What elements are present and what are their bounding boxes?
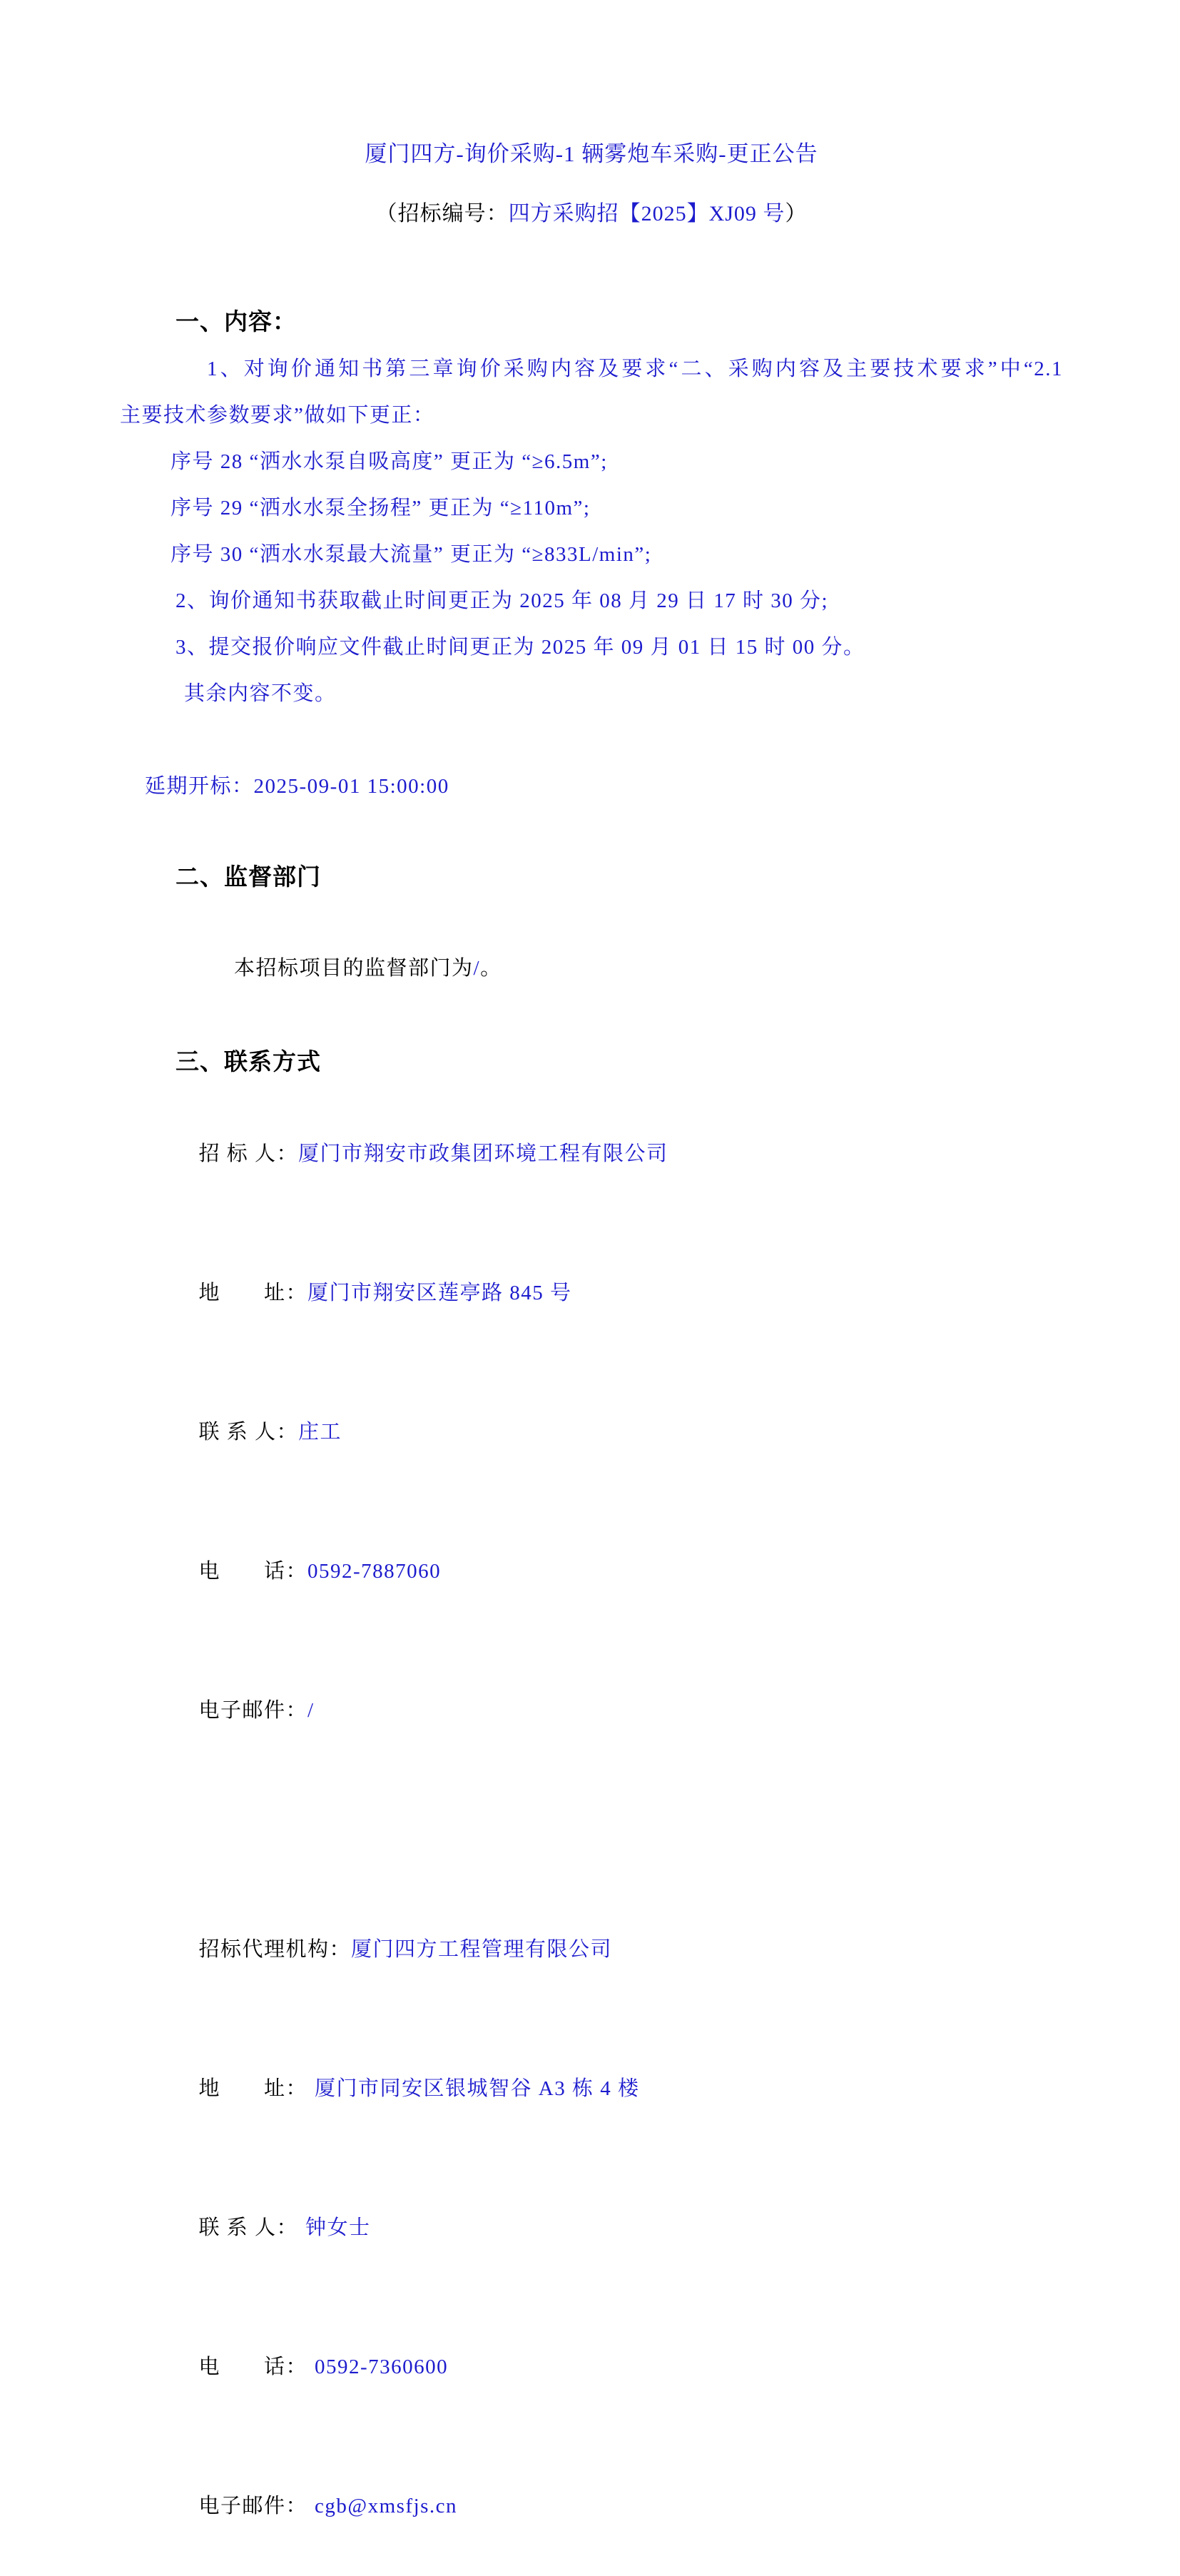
postponed-opening-line	[120, 717, 1063, 856]
section-heading-content: 一、内容：	[176, 308, 297, 335]
correction-item-30: 序号 30 “洒水水泵最大流量” 更正为 “≥833L/min”;	[171, 543, 652, 566]
bidder-contact-person-value: 庄工	[298, 1421, 342, 1444]
agency-email-value: cgb@xmsfjs.cn	[315, 2495, 458, 2517]
agency-phone-value: 0592-7360600	[315, 2356, 449, 2378]
tender-number: 四方采购招【2025】XJ09 号	[508, 202, 785, 225]
bidder-name-label: 招 标 人：	[198, 1142, 299, 1165]
agency-address-value: 厦门市同安区银城智谷 A3 栋 4 楼	[315, 2077, 640, 2100]
bidder-email-row	[120, 1641, 1063, 1780]
bidder-contact-person-row	[120, 1363, 1063, 1502]
supervision-department-value: /	[473, 957, 481, 980]
agency-address-row	[120, 2019, 1063, 2159]
agency-name-row	[120, 1880, 1063, 2019]
bidder-phone-label: 电 话：	[198, 1560, 308, 1583]
document-subtitle	[120, 200, 1063, 228]
agency-phone-row	[120, 2298, 1063, 2437]
bidder-address-label: 地 址：	[198, 1282, 308, 1304]
bidder-address-value: 厦门市翔安区莲亭路 845 号	[307, 1282, 572, 1304]
document-title: 厦门四方-询价采购-1 辆雾炮车采购-更正公告	[365, 141, 818, 166]
bidder-email-value: /	[307, 1699, 315, 1722]
bidder-email-label: 电子邮件：	[198, 1699, 308, 1722]
agency-phone-label: 电 话：	[198, 2356, 308, 2378]
supervision-text-suffix: 。	[480, 957, 502, 980]
bidder-name-row	[120, 1085, 1063, 1224]
correction-item-28: 序号 28 “洒水水泵自吸高度” 更正为 “≥6.5m”;	[171, 450, 608, 473]
bidder-contact-block	[120, 1085, 1063, 1780]
postponed-opening-label: 延期开标：	[145, 775, 254, 798]
bidder-address-row	[120, 1224, 1063, 1363]
subtitle-suffix: ）	[785, 202, 808, 225]
correction-intro-line1: 1、对询价通知书第三章询价采购内容及要求“二、采购内容及主要技术要求”中“2.1	[207, 358, 1063, 380]
supervision-body	[120, 899, 1063, 1038]
agency-contact-person-value: 钟女士	[305, 2216, 371, 2239]
postponed-opening-datetime: 2025-09-01 15:00:00	[253, 775, 449, 798]
bidder-name-value: 厦门市翔安市政集团环境工程有限公司	[298, 1142, 668, 1165]
agency-email-row	[120, 2437, 1063, 2576]
supervision-text: 本招标项目的监督部门为	[234, 957, 474, 980]
agency-contact-person-label: 联 系 人：	[198, 2216, 299, 2239]
section-heading-contact: 三、联系方式	[176, 1048, 321, 1075]
agency-contact-person-row	[120, 2159, 1063, 2298]
agency-email-label: 电子邮件：	[198, 2495, 308, 2517]
bidder-contact-person-label: 联 系 人：	[198, 1421, 299, 1444]
agency-name-value: 厦门四方工程管理有限公司	[351, 1938, 613, 1961]
subtitle-prefix: （招标编号：	[375, 202, 509, 225]
deadline-change-notice: 2、询价通知书获取截止时间更正为 2025 年 08 月 29 日 17 时 30 分;	[176, 589, 829, 612]
unchanged-note: 其余内容不变。	[184, 682, 337, 705]
agency-name-label: 招标代理机构：	[198, 1938, 352, 1961]
section-heading-supervision: 二、监督部门	[176, 863, 321, 890]
correction-item-29: 序号 29 “洒水水泵全扬程” 更正为 “≥110m”;	[171, 497, 591, 519]
correction-intro-line2: 主要技术参数要求”做如下更正：	[120, 404, 435, 427]
bidder-phone-value: 0592-7887060	[307, 1560, 442, 1583]
agency-address-label: 地 址：	[198, 2077, 308, 2100]
submission-change-notice: 3、提交报价响应文件截止时间更正为 2025 年 09 月 01 日 15 时 00 分。	[176, 636, 865, 659]
bidder-phone-row	[120, 1502, 1063, 1641]
agency-contact-block	[120, 1880, 1063, 2576]
